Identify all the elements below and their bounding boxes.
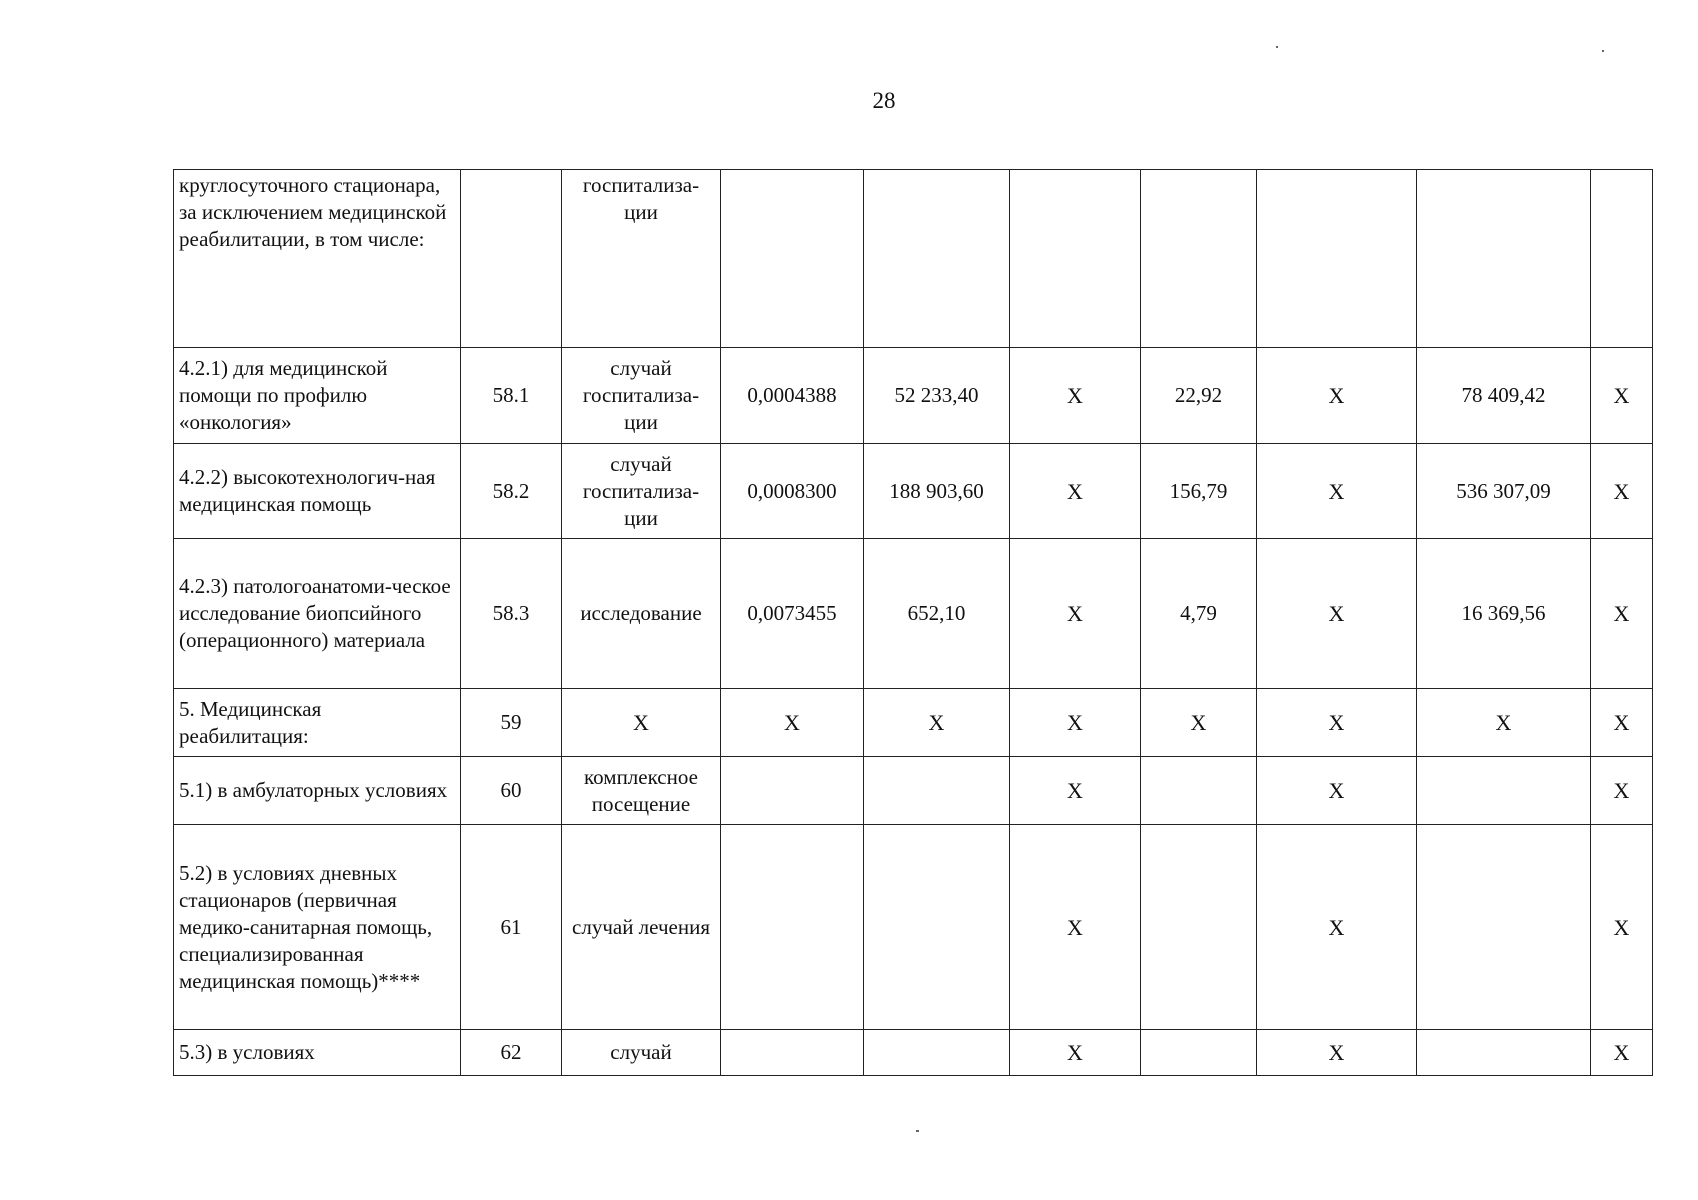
value-cell: Х	[1010, 825, 1141, 1030]
value-cell	[1417, 757, 1591, 825]
value-cell: Х	[864, 689, 1010, 757]
data-table	[173, 169, 1653, 1076]
value-cell: Х	[1591, 539, 1653, 689]
value-cell	[721, 825, 864, 1030]
scan-speck	[1602, 50, 1604, 52]
value-cell: Х	[1591, 757, 1653, 825]
value-cell	[1141, 1030, 1257, 1076]
value-cell	[1010, 170, 1141, 348]
value-cell: Х	[1417, 689, 1591, 757]
value-cell	[864, 825, 1010, 1030]
value-cell	[1417, 825, 1591, 1030]
value-cell: Х	[1591, 1030, 1653, 1076]
value-cell	[1257, 170, 1417, 348]
row-name-cell: круглосуточного стационара, за исключением медицинской реабилитации, в том числе:	[174, 170, 461, 348]
value-cell: Х	[1591, 444, 1653, 539]
table-row	[174, 348, 1653, 444]
value-cell: Х	[1257, 444, 1417, 539]
table-row	[174, 539, 1653, 689]
value-cell	[1141, 825, 1257, 1030]
row-unit-cell: случай госпитализа-ции	[562, 444, 721, 539]
value-cell: 78 409,42	[1417, 348, 1591, 444]
value-cell	[1417, 1030, 1591, 1076]
value-cell: Х	[1257, 825, 1417, 1030]
table-row	[174, 757, 1653, 825]
row-unit-cell: комплексное посещение	[562, 757, 721, 825]
value-cell: Х	[1010, 348, 1141, 444]
value-cell: Х	[1010, 689, 1141, 757]
value-cell	[1141, 757, 1257, 825]
row-unit-cell: госпитализа-ции	[562, 170, 721, 348]
value-cell: Х	[1010, 1030, 1141, 1076]
value-cell: Х	[1257, 689, 1417, 757]
row-code-cell: 62	[461, 1030, 562, 1076]
table-row	[174, 689, 1653, 757]
value-cell	[864, 757, 1010, 825]
value-cell: 0,0008300	[721, 444, 864, 539]
row-unit-cell: случай госпитализа-ции	[562, 348, 721, 444]
row-name-cell: 4.2.3) патологоанатоми-ческое исследование биопсийного (операционного) материала	[174, 539, 461, 689]
value-cell: Х	[1591, 825, 1653, 1030]
table-row	[174, 825, 1653, 1030]
scan-speck	[916, 1130, 919, 1132]
value-cell: 0,0073455	[721, 539, 864, 689]
value-cell	[721, 757, 864, 825]
row-name-cell: 4.2.1) для медицинской помощи по профилю «онкология»	[174, 348, 461, 444]
value-cell: Х	[1010, 539, 1141, 689]
row-code-cell: 58.2	[461, 444, 562, 539]
table-row	[174, 444, 1653, 539]
value-cell: Х	[721, 689, 864, 757]
page-number: 28	[872, 88, 896, 113]
value-cell: 22,92	[1141, 348, 1257, 444]
value-cell: Х	[1257, 1030, 1417, 1076]
value-cell: Х	[1010, 444, 1141, 539]
value-cell: 4,79	[1141, 539, 1257, 689]
value-cell: Х	[1591, 348, 1653, 444]
table-row	[174, 1030, 1653, 1076]
value-cell: 156,79	[1141, 444, 1257, 539]
value-cell: 16 369,56	[1417, 539, 1591, 689]
value-cell	[1141, 170, 1257, 348]
row-name-cell: 5.2) в условиях дневных стационаров (первичная медико-санитарная помощь, специализированная медицинская помощь)****	[174, 825, 461, 1030]
value-cell: Х	[1257, 348, 1417, 444]
value-cell: 188 903,60	[864, 444, 1010, 539]
row-name-cell: 5. Медицинская реабилитация:	[174, 689, 461, 757]
row-name-cell: 5.1) в амбулаторных условиях	[174, 757, 461, 825]
value-cell: 0,0004388	[721, 348, 864, 444]
value-cell	[864, 1030, 1010, 1076]
row-name-cell: 5.3) в условиях	[174, 1030, 461, 1076]
value-cell: Х	[1257, 757, 1417, 825]
row-code-cell: 59	[461, 689, 562, 757]
row-code-cell: 58.1	[461, 348, 562, 444]
value-cell: 652,10	[864, 539, 1010, 689]
row-unit-cell: случай	[562, 1030, 721, 1076]
row-code-cell	[461, 170, 562, 348]
value-cell: 536 307,09	[1417, 444, 1591, 539]
table-row	[174, 170, 1653, 348]
value-cell: Х	[1141, 689, 1257, 757]
row-unit-cell: Х	[562, 689, 721, 757]
value-cell: Х	[1257, 539, 1417, 689]
value-cell: Х	[1010, 757, 1141, 825]
value-cell	[864, 170, 1010, 348]
value-cell	[1417, 170, 1591, 348]
row-name-cell: 4.2.2) высокотехнологич-ная медицинская помощь	[174, 444, 461, 539]
value-cell	[721, 1030, 864, 1076]
row-code-cell: 60	[461, 757, 562, 825]
value-cell	[721, 170, 864, 348]
row-code-cell: 61	[461, 825, 562, 1030]
value-cell: 52 233,40	[864, 348, 1010, 444]
value-cell: Х	[1591, 689, 1653, 757]
value-cell	[1591, 170, 1653, 348]
row-unit-cell: случай лечения	[562, 825, 721, 1030]
row-unit-cell: исследование	[562, 539, 721, 689]
scan-speck	[1276, 46, 1278, 48]
row-code-cell: 58.3	[461, 539, 562, 689]
